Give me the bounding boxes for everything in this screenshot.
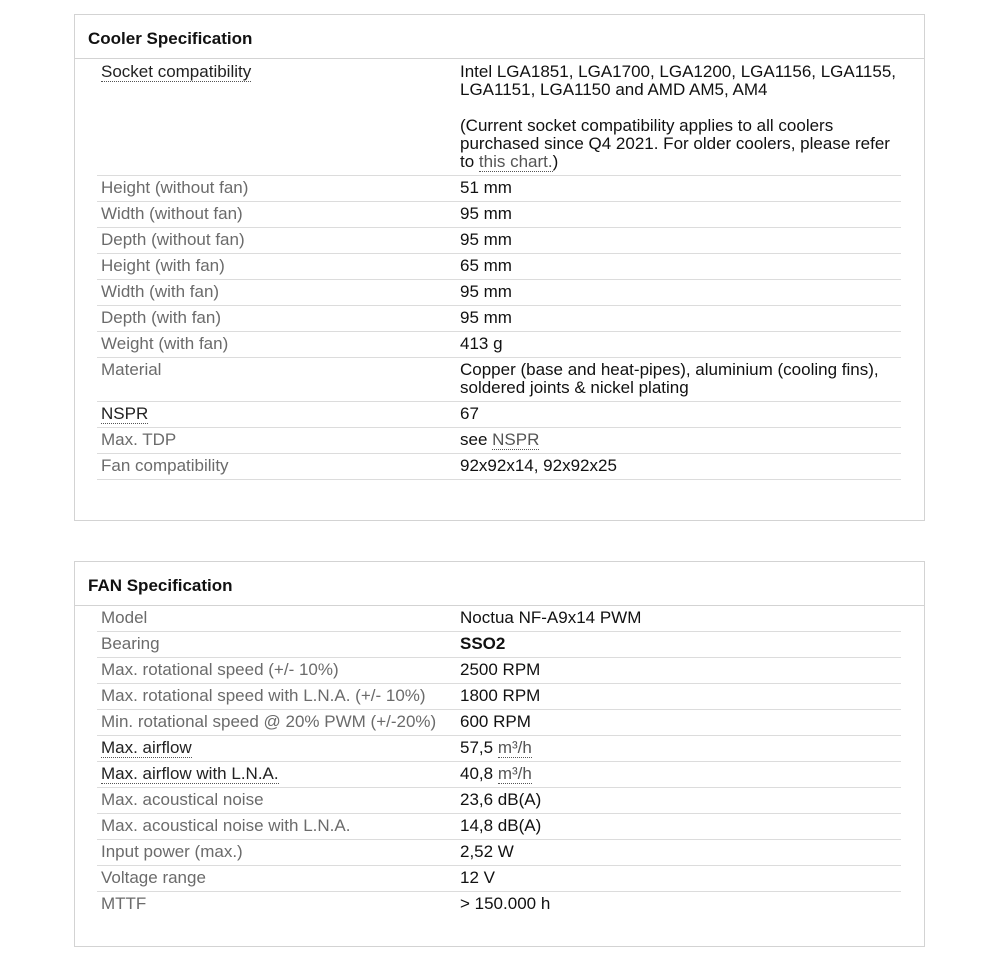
spec-value: Copper (base and heat-pipes), aluminium (cooling fins), soldered joints & nickel plating xyxy=(456,358,901,402)
spec-row-nspr xyxy=(97,402,901,428)
spec-label: Width (without fan) xyxy=(97,202,456,228)
spec-value: 51 mm xyxy=(456,176,901,202)
spec-value: Noctua NF-A9x14 PWM xyxy=(456,606,901,632)
spec-row xyxy=(97,176,901,202)
spec-value: 95 mm xyxy=(456,202,901,228)
spec-value: 1800 RPM xyxy=(456,684,901,710)
socket-compatibility-note: (Current socket compatibility applies to all coolers purchased since Q4 2021. For older coolers, please refer to this chart.) xyxy=(460,116,890,171)
spec-row xyxy=(97,788,901,814)
spec-label: Width (with fan) xyxy=(97,280,456,306)
spec-value: 600 RPM xyxy=(456,710,901,736)
spec-row-bearing xyxy=(97,632,901,658)
spec-label: MTTF xyxy=(101,894,147,913)
spec-row xyxy=(97,280,901,306)
spec-row xyxy=(97,254,901,280)
nspr-tooltip[interactable]: NSPR xyxy=(101,404,149,423)
spec-label: Depth (without fan) xyxy=(97,228,456,254)
spec-label: Fan compatibility xyxy=(97,454,456,480)
fan-spec-table xyxy=(97,606,901,917)
spec-value: 65 mm xyxy=(456,254,901,280)
spec-value: 95 mm xyxy=(456,306,901,332)
spec-row xyxy=(97,710,901,736)
spec-label: Min. rotational speed @ 20% PWM (+/-20%) xyxy=(97,710,456,736)
spec-row xyxy=(97,892,901,918)
spec-label: Bearing xyxy=(97,632,456,658)
spec-value: 12 V xyxy=(456,866,901,892)
spec-row xyxy=(97,454,901,480)
spec-label: Voltage range xyxy=(97,866,456,892)
nspr-value: 67 xyxy=(456,402,901,428)
max-airflow-lna-tooltip[interactable]: Max. airflow with L.N.A. xyxy=(101,764,279,783)
socket-compatibility-tooltip[interactable]: Socket compatibility xyxy=(101,62,252,81)
spec-row xyxy=(97,840,901,866)
socket-compatibility-value: Intel LGA1851, LGA1700, LGA1200, LGA1156, LGA1155, LGA1151, LGA1150 and AMD AM5, AM4 xyxy=(460,62,897,99)
spec-row-airflow-lna: Max. airflow with L.N.A. 40,8 m³/h xyxy=(97,762,901,788)
spec-value: 23,6 dB(A) xyxy=(456,788,901,814)
spec-label: Weight (with fan) xyxy=(97,332,456,358)
compatibility-chart-link[interactable]: this chart. xyxy=(478,152,553,171)
spec-row-airflow: Max. airflow 57,5 m³/h xyxy=(97,736,901,762)
spec-label: Height (with fan) xyxy=(97,254,456,280)
spec-value: > 150.000 h xyxy=(460,894,551,913)
spec-label: Model xyxy=(97,606,456,632)
spec-label: Depth (with fan) xyxy=(97,306,456,332)
cooler-spec-table xyxy=(97,60,901,480)
spec-row xyxy=(97,332,901,358)
max-airflow-tooltip[interactable]: Max. airflow xyxy=(101,738,192,757)
cooler-spec-title: Cooler Specification xyxy=(75,15,924,59)
spec-row xyxy=(97,358,901,402)
spec-value: 2,52 W xyxy=(456,840,901,866)
spec-value: 92x92x14, 92x92x25 xyxy=(456,454,901,480)
spec-label: Max. acoustical noise xyxy=(97,788,456,814)
spec-label: Material xyxy=(97,358,456,402)
spec-value: 95 mm xyxy=(456,228,901,254)
spec-row-socket xyxy=(97,60,901,176)
spec-row-tdp: Max. TDP see NSPR xyxy=(97,428,901,454)
spec-row xyxy=(97,866,901,892)
cooler-spec-card xyxy=(74,14,925,521)
spec-label: Max. acoustical noise with L.N.A. xyxy=(97,814,456,840)
nspr-link[interactable]: NSPR xyxy=(492,430,540,449)
airflow-lna-unit-tooltip[interactable]: m³/h xyxy=(497,764,532,783)
spec-value: 2500 RPM xyxy=(456,658,901,684)
spec-row xyxy=(97,814,901,840)
spec-label: Max. rotational speed (+/- 10%) xyxy=(97,658,456,684)
fan-spec-title: FAN Specification xyxy=(75,562,924,606)
airflow-unit-tooltip[interactable]: m³/h xyxy=(497,738,532,757)
spec-label: Max. rotational speed with L.N.A. (+/- 10%) xyxy=(97,684,456,710)
spec-value: 14,8 dB(A) xyxy=(456,814,901,840)
spec-row xyxy=(97,202,901,228)
spec-label: Max. TDP xyxy=(97,428,456,454)
spec-label: Input power (max.) xyxy=(97,840,456,866)
spec-row xyxy=(97,228,901,254)
spec-value: 413 g xyxy=(456,332,901,358)
bearing-value: SSO2 xyxy=(456,632,901,658)
spec-label: Height (without fan) xyxy=(97,176,456,202)
spec-row xyxy=(97,658,901,684)
spec-row xyxy=(97,684,901,710)
fan-spec-card xyxy=(74,561,925,947)
spec-row xyxy=(97,606,901,632)
spec-value: 95 mm xyxy=(456,280,901,306)
spec-row xyxy=(97,306,901,332)
